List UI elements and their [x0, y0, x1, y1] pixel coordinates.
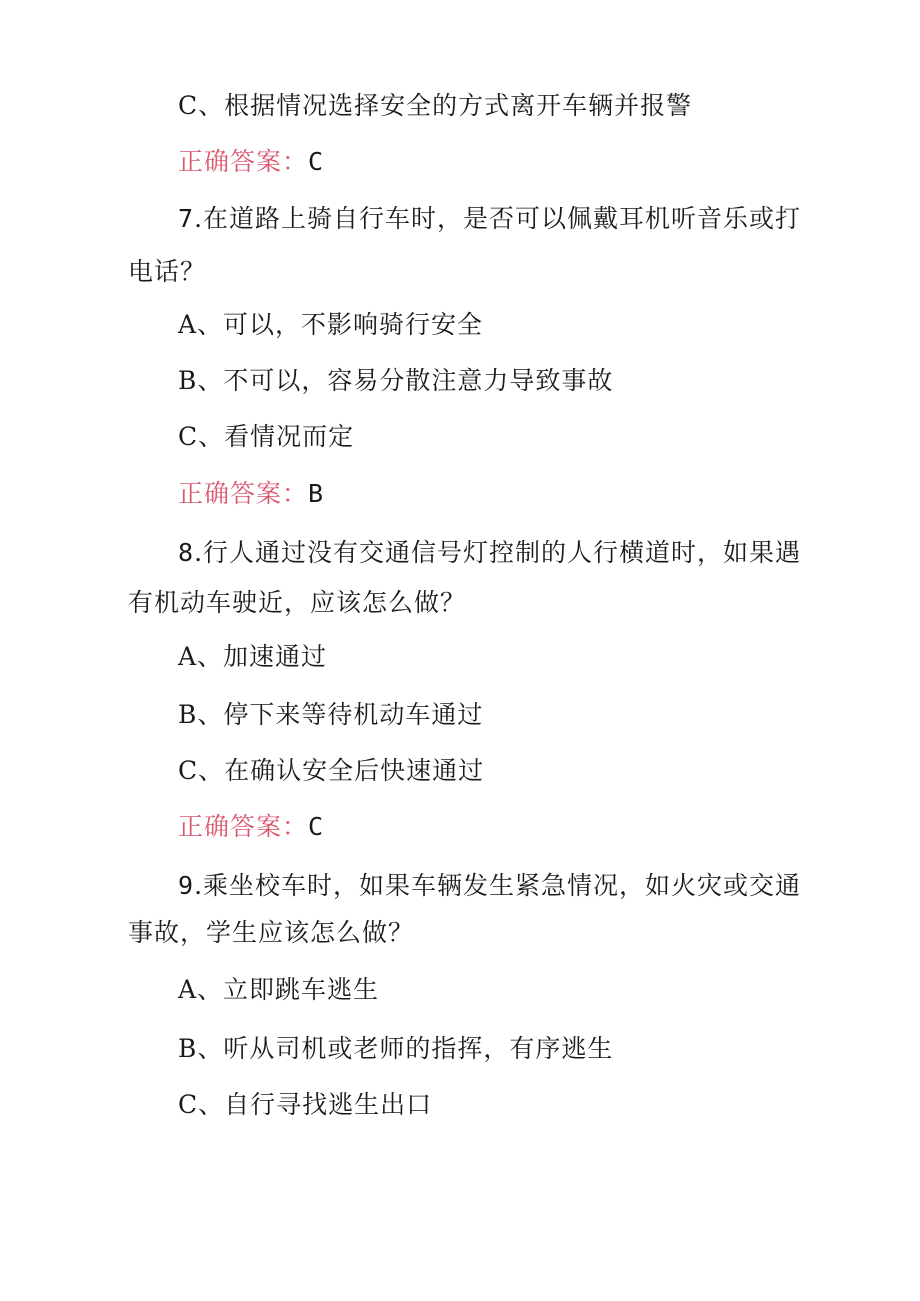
q9-option-b: B、听从司机或老师的指挥，有序逃生	[178, 1034, 614, 1063]
answer-value: C	[308, 147, 325, 176]
q9-option-c: C、自行寻找逃生出口	[178, 1090, 433, 1119]
answer-value: B	[308, 479, 325, 508]
q8-option-a: A、加速通过	[178, 642, 328, 671]
question-number: 9	[178, 871, 195, 900]
q7-stem-line2: 电话？	[128, 257, 207, 286]
q7-answer	[178, 479, 324, 509]
q9-stem-line2: 事故，学生应该怎么做？	[128, 918, 415, 947]
q8-option-c: C、在确认安全后快速通过	[178, 756, 485, 785]
answer-value: C	[308, 812, 325, 841]
answer-label: 正确答案：	[178, 479, 309, 508]
q8-option-b: B、停下来等待机动车通过	[178, 700, 484, 729]
q9-stem-line1: .乘坐校车时，如果车辆发生紧急情况，如火灾或交通	[194, 871, 802, 900]
question-number: 7	[178, 204, 195, 233]
q8-stem-line2: 有机动车驶近，应该怎么做？	[128, 588, 467, 617]
answer-label: 正确答案：	[178, 812, 309, 841]
q7-option-c: C、看情况而定	[178, 422, 355, 451]
q7-option-a: A、可以，不影响骑行安全	[178, 310, 484, 339]
q9-option-a: A、立即跳车逃生	[178, 975, 380, 1004]
q7-stem-line1: .在道路上骑自行车时，是否可以佩戴耳机听音乐或打	[194, 204, 802, 233]
q7-option-b: B、不可以，容易分散注意力导致事故	[178, 366, 614, 395]
q8-stem-line1: .行人通过没有交通信号灯控制的人行横道时，如果遇	[194, 538, 802, 567]
q7-stem	[178, 204, 801, 234]
q8-stem	[178, 538, 801, 568]
question-number: 8	[178, 538, 195, 567]
q6-answer	[178, 147, 324, 177]
q8-answer	[178, 812, 324, 842]
answer-label: 正确答案：	[178, 147, 309, 176]
q9-stem	[178, 871, 801, 901]
q6-option-c: C、根据情况选择安全的方式离开车辆并报警	[178, 91, 693, 120]
